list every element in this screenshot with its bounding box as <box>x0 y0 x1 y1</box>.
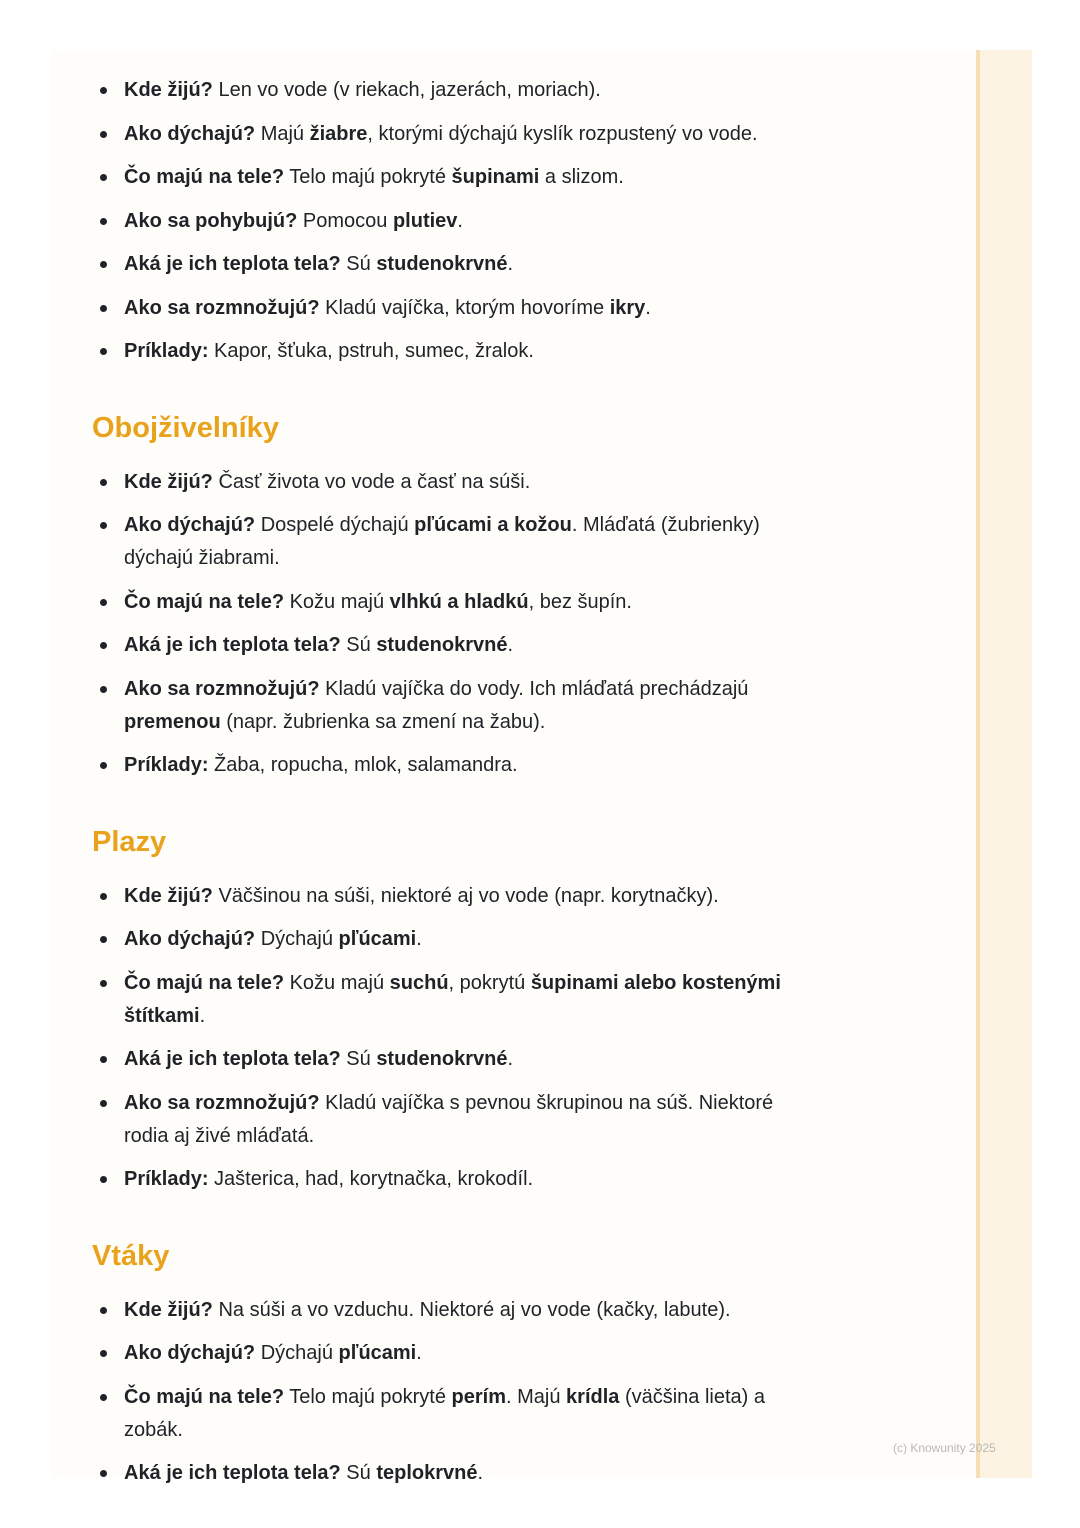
text-run: Žaba, ropucha, mlok, salamandra. <box>208 754 518 776</box>
text-run: Majú <box>255 122 310 145</box>
section-heading: Vtáky <box>92 1239 170 1272</box>
text-run: Kožu majú <box>284 590 390 613</box>
list-item <box>92 1043 812 1076</box>
bold-text: Čo majú na tele? <box>124 590 285 613</box>
bullet-icon <box>100 1470 107 1477</box>
list-item <box>92 629 812 662</box>
text-run: a slizom. <box>539 166 624 188</box>
list-item <box>92 509 812 575</box>
text-run: (napr. žubrienka sa zmení na žabu). <box>220 710 546 733</box>
bold-text: Ako dýchajú? <box>124 514 256 536</box>
text-run: Len vo vode (v riekach, jazerách, moriach). <box>212 79 601 101</box>
bold-text: Aká je ich teplota tela? <box>124 1048 341 1070</box>
text-run: , bez šupín. <box>528 590 632 613</box>
section-heading: Obojživelníky <box>92 411 279 444</box>
bold-text: Aká je ich teplota tela? <box>124 634 341 656</box>
bullet-icon <box>100 261 107 268</box>
bold-text: Kde žijú? <box>124 79 213 101</box>
bullet-icon <box>100 1394 107 1401</box>
list-item <box>92 880 812 913</box>
bold-text: vlhkú a hladkú <box>389 590 529 613</box>
text-run: Kapor, šťuka, pstruh, sumec, žralok. <box>208 340 534 362</box>
bullet-icon <box>100 1350 107 1357</box>
list-item <box>92 1381 812 1447</box>
bullet-icon <box>100 218 107 225</box>
bold-text: pľúcami a kožou <box>414 514 572 536</box>
text-run: Sú <box>340 1048 377 1070</box>
list-item <box>92 923 812 956</box>
bullet-icon <box>100 1176 107 1183</box>
bold-text: Kde žijú? <box>124 470 213 493</box>
list-item <box>92 205 812 238</box>
bullet-list <box>92 74 812 368</box>
bold-text: Aká je ich teplota tela? <box>124 1462 341 1484</box>
bullet-icon <box>100 642 107 649</box>
section-spacer <box>92 379 812 410</box>
footer-copyright: (c) Knowunity 2025 <box>893 1441 996 1455</box>
bold-text: pľúcami <box>338 928 417 950</box>
bold-text: perím <box>451 1385 506 1408</box>
text-run: Kladú vajíčka s pevnou škrupinou na súš. Niektoré rodia aj živé mláďatá. <box>124 1091 774 1147</box>
list-item <box>92 967 812 1033</box>
bullet-icon <box>100 936 107 943</box>
text-run: . Mláďatá (žubrienky) dýchajú žiabrami. <box>124 514 760 569</box>
bullet-icon <box>100 893 107 900</box>
bold-text: ikry <box>609 296 646 319</box>
list-item <box>92 749 812 782</box>
bullet-list <box>92 880 812 1197</box>
section-spacer <box>92 793 812 824</box>
text-run: Sú <box>340 253 377 275</box>
text-run: Väčšinou na súši, niektoré aj vo vode (napr. korytnačky). <box>212 884 719 907</box>
list-item <box>92 1087 812 1153</box>
bullet-icon <box>100 87 107 94</box>
list-item <box>92 161 812 194</box>
bold-text: studenokrvné <box>376 634 508 656</box>
text-run: Telo majú pokryté <box>284 1385 452 1408</box>
bold-text: premenou <box>124 710 221 733</box>
text-run: . Majú <box>506 1385 567 1408</box>
bold-text: Ako dýchajú? <box>124 928 256 950</box>
bullet-icon <box>100 1100 107 1107</box>
list-item <box>92 118 812 151</box>
list-item <box>92 74 812 107</box>
text-run: . <box>457 209 463 232</box>
text-run: Telo majú pokryté <box>284 166 452 188</box>
bold-text: studenokrvné <box>376 1048 508 1070</box>
text-run: . <box>645 296 651 319</box>
bold-text: Čo majú na tele? <box>124 971 285 994</box>
bullet-icon <box>100 599 107 606</box>
section-0 <box>92 74 812 410</box>
text-run: Sú <box>340 1462 377 1484</box>
bullet-icon <box>100 1307 107 1314</box>
side-rail <box>976 50 1032 1478</box>
text-run: , ktorými dýchajú kyslík rozpustený vo vode. <box>367 122 758 145</box>
bold-text: šupinami alebo kostenými štítkami <box>124 971 781 1027</box>
text-run: . <box>507 634 514 656</box>
bold-text: Kde žijú? <box>124 884 213 907</box>
bullet-icon <box>100 1056 107 1063</box>
list-item <box>92 673 812 739</box>
text-run: Jašterica, had, korytnačka, krokodíl. <box>208 1168 534 1190</box>
bold-text: Kde žijú? <box>124 1298 213 1321</box>
text-run: Sú <box>340 634 377 656</box>
bullet-icon <box>100 686 107 693</box>
list-item <box>92 335 812 368</box>
section-spacer <box>92 1207 812 1238</box>
text-run: Dospelé dýchajú <box>255 514 415 536</box>
text-run: Dýchajú <box>255 1342 339 1364</box>
text-run: Na súši a vo vzduchu. Niektoré aj vo vode (kačky, labute). <box>212 1298 731 1321</box>
text-run: Pomocou <box>297 209 393 232</box>
bold-text: Ako dýchajú? <box>124 122 256 145</box>
text-run: Časť života vo vode a časť na súši. <box>212 470 531 493</box>
bold-text: studenokrvné <box>376 253 508 275</box>
bold-text: Aká je ich teplota tela? <box>124 253 341 275</box>
bold-text: Čo majú na tele? <box>124 1385 285 1408</box>
bold-text: suchú <box>389 971 449 994</box>
list-item <box>92 1294 812 1327</box>
bullet-icon <box>100 174 107 181</box>
text-run: . <box>416 1342 422 1364</box>
text-run: . <box>507 253 514 275</box>
bold-text: Ako sa rozmnožujú? <box>124 296 320 319</box>
text-run: Dýchajú <box>255 928 339 950</box>
bullet-icon <box>100 479 107 486</box>
bullet-list <box>92 466 812 783</box>
bullet-icon <box>100 131 107 138</box>
bullet-icon <box>100 305 107 312</box>
list-item <box>92 1163 812 1196</box>
document-content <box>92 54 812 1501</box>
bullet-icon <box>100 762 107 769</box>
section-3 <box>92 1238 812 1491</box>
bold-text: Príklady: <box>124 754 209 776</box>
list-item <box>92 248 812 281</box>
bold-text: plutiev <box>392 209 458 232</box>
list-item <box>92 292 812 325</box>
text-run: Kladú vajíčka do vody. Ich mláďatá prechádzajú <box>319 677 749 700</box>
text-run: Kladú vajíčka, ktorým hovoríme <box>319 296 610 319</box>
bold-text: Čo majú na tele? <box>124 166 285 188</box>
bold-text: teplokrvné <box>376 1462 478 1484</box>
bold-text: Príklady: <box>124 1168 209 1190</box>
text-run: . <box>416 928 422 950</box>
text-run: Kožu majú <box>284 971 390 994</box>
bold-text: Ako sa rozmnožujú? <box>124 677 320 700</box>
bullet-icon <box>100 980 107 987</box>
bullet-list <box>92 1294 812 1491</box>
bullet-icon <box>100 522 107 529</box>
section-heading: Plazy <box>92 825 167 858</box>
text-run: . <box>477 1462 484 1484</box>
bold-text: Ako sa pohybujú? <box>124 209 298 232</box>
bullet-icon <box>100 348 107 355</box>
list-item <box>92 586 812 619</box>
text-run: , pokrytú <box>448 971 531 994</box>
bold-text: Ako sa rozmnožujú? <box>124 1091 320 1114</box>
text-run: . <box>507 1048 514 1070</box>
bold-text: Príklady: <box>124 340 209 362</box>
section-2 <box>92 824 812 1238</box>
bold-text: pľúcami <box>338 1342 417 1364</box>
bold-text: žiabre <box>309 122 368 145</box>
text-run: . <box>199 1004 206 1027</box>
bold-text: Ako dýchajú? <box>124 1342 256 1364</box>
section-1 <box>92 410 812 824</box>
bold-text: šupinami <box>451 166 540 188</box>
text-run: (väčšina lieta) a zobák. <box>124 1385 766 1441</box>
bold-text: krídla <box>566 1385 620 1408</box>
list-item <box>92 466 812 499</box>
list-item <box>92 1457 812 1490</box>
list-item <box>92 1337 812 1370</box>
